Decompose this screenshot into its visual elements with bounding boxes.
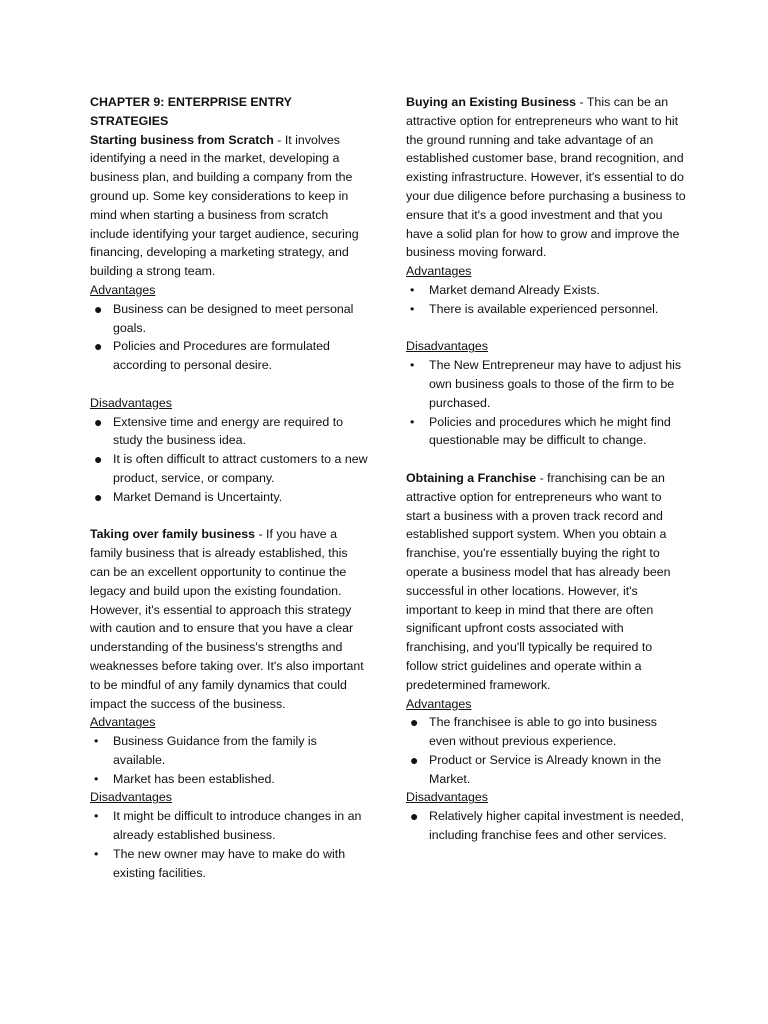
bullet-icon: ● (94, 413, 103, 430)
section-body: - franchising can be an attractive option for entrepreneurs who want to start a business with a proven track record and established support system. When you obtain a franchise, you're essentially buying the right to operate a business model that has already been successful in other locations. However, it's important to keep in mind that there are often significant upfront costs associated with franchising, and you'll typically be required to follow strict guidelines and operate within a predetermined framework. (406, 470, 671, 692)
section-title: Taking over family business (90, 527, 256, 542)
section-title: Obtaining a Franchise (406, 470, 537, 485)
advantages-label: Advantages (90, 715, 156, 730)
bullet-icon: ● (94, 451, 103, 468)
disadvantages-label: Disadvantages (406, 790, 488, 805)
bullet-icon: ● (94, 338, 103, 355)
list-item: • Business Guidance from the family is available. (94, 734, 317, 767)
list-item: ● Market Demand is Uncertainty. (94, 488, 283, 505)
section-starting-from-scratch (90, 131, 368, 281)
section-body: - This can be an attractive option for entrepreneurs who want to hit the ground running and take advantage of an established customer base, brand recognition, and existing infrastructure. However, it's essential to do your due diligence before purchasing a business to ensure that it's a good investment and that you have a solid plan for how to grow and improve the business moving forward. (406, 95, 686, 260)
disadvantages-label: Disadvantages (90, 395, 172, 410)
advantages-list (90, 300, 368, 375)
advantages-label: Advantages (406, 696, 472, 711)
bullet-icon: • (94, 846, 99, 861)
spacer (90, 507, 368, 526)
disadvantages-label: Disadvantages (90, 790, 172, 805)
bullet-icon: • (410, 358, 415, 373)
bullet-icon: ● (410, 714, 419, 731)
spacer (406, 450, 686, 469)
spacer (90, 375, 368, 394)
section-buying-existing-business (406, 93, 686, 262)
list-item: • The New Entrepreneur may have to adjust his own business goals to those of the firm to be purchased. (410, 358, 682, 410)
advantages-list (406, 713, 686, 788)
list-item: ● Product or Service is Already known in the Market. (410, 751, 662, 786)
list-item: • There is available experienced personnel. (406, 300, 686, 319)
bullet-icon: • (410, 414, 415, 429)
disadvantages-label: Disadvantages (406, 339, 488, 354)
advantages-list (90, 732, 368, 788)
list-item: ● It is often difficult to attract customers to a new product, service, or company. (94, 451, 368, 485)
bullet-icon: • (410, 301, 415, 316)
right-column (406, 93, 686, 845)
advantages-list (406, 281, 686, 319)
list-item: ● Business can be designed to meet personal goals. (94, 300, 354, 335)
bullet-icon: • (94, 809, 99, 824)
list-item: ● Extensive time and energy are required to study the business idea. (94, 413, 344, 448)
bullet-icon: ● (94, 488, 103, 505)
list-item: ● Policies and Procedures are formulated according to personal desire. (94, 338, 330, 373)
bullet-icon: ● (410, 751, 419, 768)
list-item: • It might be difficult to introduce changes in an already established business. (94, 809, 362, 843)
list-item: • The new owner may have to make do with existing facilities. (94, 846, 346, 880)
list-item: ● The franchisee is able to go into business even without previous experience. (410, 714, 657, 749)
section-taking-over-family-business (90, 525, 368, 713)
disadvantages-list (90, 413, 368, 507)
list-item: ● Relatively higher capital investment is needed, including franchise fees and other services. (410, 808, 684, 843)
left-column (90, 93, 368, 882)
disadvantages-list (90, 807, 368, 882)
spacer (406, 319, 686, 338)
section-body: - It involves identifying a need in the market, developing a business plan, and building a company from the ground up. Some key considerations to keep in mind when starting a business from scratch include identifying your target audience, securing financing, developing a marketing strategy, and building a strong team. (90, 132, 359, 279)
list-item: • Policies and procedures which he might find questionable may be difficult to change. (410, 414, 671, 448)
section-title: Buying an Existing Business (406, 95, 577, 109)
list-item: • Market demand Already Exists. (406, 281, 686, 300)
bullet-icon: • (94, 734, 99, 749)
bullet-icon: ● (94, 300, 103, 317)
section-body: - If you have a family business that is already established, this can be an excellent opportunity to continue the legacy and build upon the existing foundation. However, it's essential to approach this strategy with caution and to ensure that you have a clear understanding of the business's strengths and weaknesses before taking over. It's also important to be mindful of any family dynamics that could impact the success of the business. (90, 527, 364, 711)
bullet-icon: • (410, 282, 415, 297)
advantages-label: Advantages (406, 264, 472, 279)
chapter-title: CHAPTER 9: ENTERPRISE ENTRY STRATEGIES (90, 95, 292, 128)
disadvantages-list (406, 807, 686, 845)
section-title: Starting business from Scratch (90, 132, 274, 147)
bullet-icon: ● (410, 808, 419, 825)
advantages-label: Advantages (90, 282, 156, 297)
bullet-icon: • (94, 771, 99, 786)
disadvantages-list (406, 356, 686, 450)
list-item: • Market has been established. (90, 770, 368, 789)
section-obtaining-franchise (406, 469, 686, 695)
